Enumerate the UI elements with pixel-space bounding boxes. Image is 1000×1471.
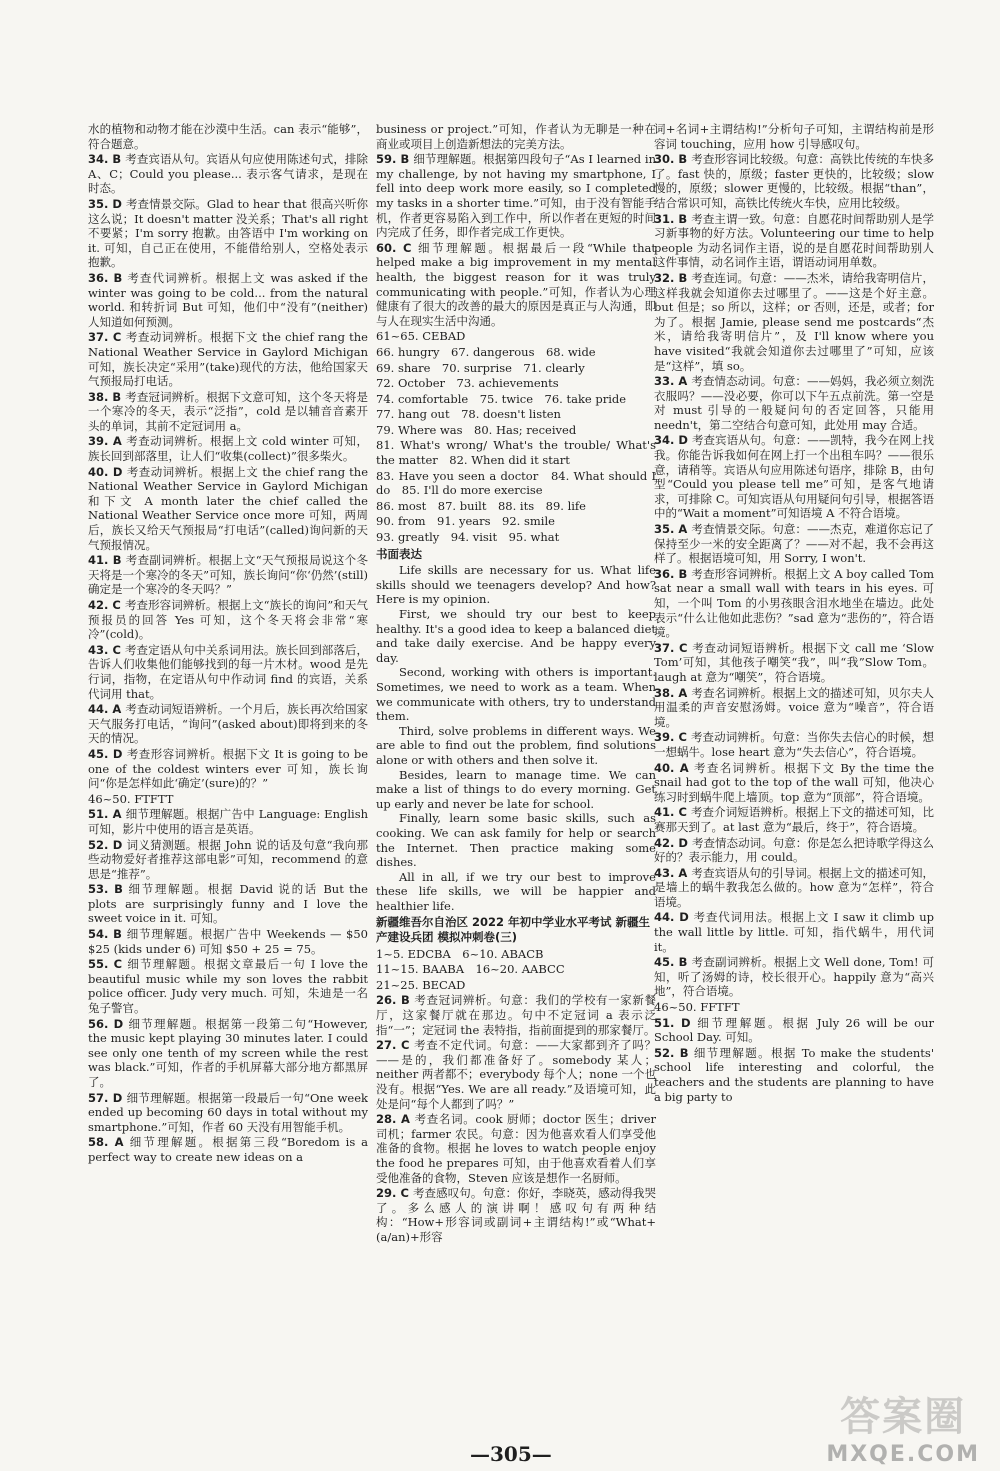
answer-entry [654,1000,934,1015]
answer-label: 60. C [376,240,412,255]
answer-entry [654,836,934,865]
writing-paragraph: Besides, learn to manage time. We can make a list of things to do every morning. Get up early and never be late for school. [376,767,656,811]
answer-label: 40. D [88,464,123,479]
answer-text: 词+名词+主谓结构!”分析句子可知，主谓结构前是形容词 touching，应用 how 引导感叹句。 [654,122,934,151]
watermark-site: MXQE.COM [826,1442,980,1467]
answer-text: business or project.”可知，作者认为无聊是一种在商业或项目上创造新想法的完美方法。 [376,122,656,151]
answer-label: 54. B [88,927,122,942]
answer-text: 考查形容词辨析。根据下文 It is going to be one of the coldest winters ever 可知，族长询问“你是怎样如此‘确定’(sure)的？” [88,746,368,791]
answer-label: 57. D [88,1090,123,1105]
answer-entry [88,330,368,388]
answer-entry [88,465,368,553]
writing-paragraph: All in all, if we try our best to improve these life skills, we will be happier and healthier life. [376,869,656,913]
answer-text: 考查主谓一致。句意：自愿花时间帮助别人是学习新事物的好方法。Volunteering our time to help people 为动名词作主语，说的是自愿花时间帮助别人这件事情，动名词作主语，谓语动词用单数。 [654,211,934,270]
answer-label: 28. A [376,1112,410,1127]
answer-entry [88,792,368,807]
answer-text: 水的植物和动物才能在沙漠中生活。can 表示“能够”，符合题意。 [88,122,368,151]
answer-label: 42. D [654,835,688,850]
answer-entry [376,423,656,438]
answer-label: 37. C [88,330,122,345]
answer-label: 32. B [654,270,688,285]
answer-entry [88,197,368,270]
answer-text: 细节理解题。根据第四段句子“As I learned in my challenge, by not having my smartphone, I fell into deep work more easily, so I completed my tasks in a shorter time.”可知，由于没有智能手机，作者更容易陷入到工作中，所以作者在更短的时间内完成了任务，即作者完成工作更快。 [376,152,656,240]
answer-text: 考查情态动词。句意：你是怎么把诗歌学得这么好的？表示能力，用 could。 [654,835,934,865]
answer-entry [654,122,934,151]
answer-label: 35. A [654,522,688,537]
answer-entry [376,1112,656,1185]
answer-text: 61~65. CEBAD [376,329,466,344]
writing-paragraph: Finally, learn some basic skills, such as cooking. We can ask family for help or search the Internet. Then practice making some dishes. [376,811,656,870]
answer-label: 36. B [88,270,123,285]
answer-text: 考查动词短语辨析。一个月后，族长再次给国家天气服务打电话，“询问”(asked about)即将到来的冬天的情况。 [88,702,368,746]
answer-label: 34. D [654,433,688,448]
answer-text: 细节理解题。根据 To make the students' school life interesting and colorful, the teachers and the students are planning to have a big party to [654,1045,934,1104]
right-column [654,122,934,1361]
answer-label: 41. C [654,805,687,820]
answer-text: 考查形容词比较级。句意：高铁比传统的车快多了。fast 快的，原级；faster 更快的，比较级；slow 慢的，原级；slower 更慢的，比较级。根据“than”，结合常识可知，高铁比传统火车快，应用比较级。 [654,152,934,210]
answer-label: 26. B [376,993,410,1008]
answer-text: 86. most 87. built 88. its 89. life [376,498,586,513]
answer-text: 考查副词辨析。根据上文“天气预报局说这个冬天将是一个寒冷的冬天”可知，族长询问“你‘仍然’(still)确定是一个寒冷的冬天吗？” [88,553,368,597]
answer-text: 细节理解题。根据第一段最后一句“One week ended up becoming 60 days in total without my smartphone.”可知，作者 60 天没有用智能手机。 [88,1090,368,1134]
answer-text: 考查动词短语辨析。根据下文 call me ‘Slow Tom’可知，其他孩子嘲笑“我”，叫“我”Slow Tom。laugh at 意为“嘲笑”，符合语境。 [654,640,934,684]
answer-entry [654,212,934,270]
answer-label: 39. C [654,730,687,745]
writing-sample [376,563,656,913]
answer-label: 41. B [88,553,122,568]
answer-label: 59. B [376,152,410,167]
answer-text: 考查动词辨析。根据上文 cold winter 可知，族长回到部落里，让人们“收集(collect)”很多柴火。 [88,434,368,464]
answer-entry [88,927,368,956]
answer-label: 58. A [88,1135,124,1150]
answer-entry [376,329,656,344]
answer-text: 考查名词辨析。根据下文 By the time the snail had got to the top of the wall 可知，他决心练习时到蜗牛爬上墙顶。top 意为“顶部”，符合语境。 [654,760,934,804]
answer-entry [88,1017,368,1090]
answer-text: 考查副词辨析。根据上文 Well done, Tom! 可知，听了汤姆的诗，校长很开心。happily 意为“高兴地”，符合语境。 [654,955,934,999]
answer-entry [654,1046,934,1104]
answer-label: 51. D [654,1015,691,1030]
answer-text: 考查宾语从句。句意：——凯特，我今在网上找我。你能告诉我如何在网上打一个出租车吗？——很乐意，请稍等。宾语从句应用陈述句语序，排除 B，由句型“Could you please tell me”可知，是客气地请求，可排除 C。可知宾语从句用疑问句引导，根据答语中的“Wait a moment”可知语境 A 不符合语境。 [654,433,934,521]
answer-text: 77. hang out 78. doesn't listen [376,407,561,422]
answer-text: 细节理解题。根据广告中 Weekends — $50 $25 (kids under 6) 可知 $50 + 25 = 75。 [88,927,368,956]
answer-text: 考查动词辨析。根据上文 the chief rang the National Weather Service in Gaylord Michigan 和下文 A month later the chief called the National Weather Service once more 可知，两周后，族长又给天气预报局“打电话”(called)询问新的天气预报情况。 [88,464,368,552]
answer-text: 考查代词辨析。根据上文 was asked if the winter was going to be cold... from the natural world. 和转折词 But 可知，他们中“没有”(neither)人知道如何预测。 [88,270,368,329]
answer-label: 37. C [654,640,688,655]
answer-entry [88,390,368,434]
answer-entry [654,805,934,834]
answer-entry [654,910,934,954]
answer-text: 考查情景交际。句意：——杰克，难道你忘记了保持至少一米的安全距离了？——对不起，我不会再这样了。根据语境可知，用 Sorry, I won't. [654,522,934,566]
middle-answer-list [376,122,656,545]
answer-entry [376,241,656,329]
exam-answer-key [376,947,656,993]
answer-label: 56. D [88,1016,124,1031]
answer-text: 考查感叹句。句意：你好，李晓英，感动得我哭了。多么感人的演讲啊！感叹句有两种结构：“How+形容词或副词+主谓结构!”或“What+(a/an)+形容 [376,1186,656,1244]
answer-text: 考查定语从句中关系词用法。族长回到部落后，告诉人们收集他们能够找到的每一片木材。wood 是先行词，指物，在定语从句中作动词 find 的宾语，关系代词用 that。 [88,642,368,701]
answer-text: 细节理解题。根据第三段“Boredom is a perfect way to create new ideas on a [88,1135,368,1164]
answer-entry [376,392,656,407]
answer-entry [376,407,656,422]
answer-text: 考查名词。cook 厨师；doctor 医生；driver 司机；farmer 农民。句意：因为他喜欢看人们享受他准备的食物。根据 he loves to watch people enjoy the food he prepares 可知，由于他喜欢看着人们享受他准备的食物，Steven 应该是想作一名厨师。 [376,1112,656,1185]
writing-paragraph: First, we should try our best to keep healthy. It's a good idea to keep a balanced diet and take daily exercise. And be happy every day. [376,607,656,665]
exam-answer-row: 1~5. EDCBA 6~10. ABACB [376,946,544,961]
answer-label: 44. D [654,910,689,925]
answer-entry [654,271,934,373]
answer-entry [88,957,368,1015]
writing-paragraph: Life skills are necessary for us. What life skills should we teenagers develop? And how? Here is my opinion. [376,563,656,607]
answer-entry [88,838,368,882]
answer-entry [376,1186,656,1244]
answer-text: 考查情景交际。Glad to hear that 很高兴听你这么说；It doesn't matter 没关系；That's all right 不要紧；I'm sorry 抱歉。由答语中 I'm working on it. 可知，自己正在使用，不能借给别人，空格处表示抱歉。 [88,196,368,270]
watermark-badge: 答案圈 [840,1394,967,1440]
answer-label: 35. D [88,196,122,211]
answer-label: 30. B [654,152,688,167]
answer-text: 细节理解题。根据第一段第二句“However, the music kept playing 30 minutes later. I could see only one tenth of my screen while the rest was black.”可知，作者的手机屏幕大部分地方都黑屏了。 [88,1016,368,1089]
answer-text: 考查情态动词。句意：——妈妈，我必须立刻洗衣服吗？——没必要，你可以下午五点前洗。第一空是对 must 引导的一般疑问句的否定回答，只能用 needn't，第二空结合句意可知，此处用 may 合适。 [654,374,934,432]
answer-entry [88,271,368,329]
answer-text: 93. greatly 94. visit 95. what [376,530,560,545]
answer-text: 90. from 91. years 92. smile [376,514,555,529]
answer-text: 74. comfortable 75. twice 76. take pride [376,391,627,406]
answer-text: 细节理解题。根据文章最后一句 I love the beautiful music while my son loves the rabbit police officer. Judy very much. 可知，朱迪是一名兔子警官。 [88,957,368,1016]
answer-text: 81. What's wrong/ What's the trouble/ What's the matter 82. When did it start [376,438,656,468]
answer-text: 考查名词辨析。根据上文的描述可知，贝尔夫人用温柔的声音安慰汤姆。voice 意为“噪音”，符合语境。 [654,685,934,729]
answer-text: 考查动词辨析。句意：当你失去信心的时候，想一想蜗牛。lose heart 意为“失去信心”，符合语境。 [654,730,934,759]
answer-entry [88,702,368,746]
answer-entry [654,433,934,521]
answer-entry [654,522,934,566]
answer-label: 43. A [654,865,688,880]
writing-paragraph: Third, solve problems in different ways. We are able to find out the problem, find solutions alone or with others and then solve it. [376,723,656,767]
answer-label: 45. B [654,955,688,970]
answer-text: 83. Have you seen a doctor 84. What should I do 85. I'll do more exercise [376,468,656,498]
answer-text: 72. October 73. achievements [376,376,559,391]
answer-entry [376,345,656,360]
answer-label: 52. B [654,1045,689,1060]
answer-entry [376,376,656,391]
middle-column [376,122,656,1361]
answer-label: 31. B [654,211,688,226]
answer-text: 考查介词短语辨析。根据上下文的描述可知，比赛那天到了。at last 意为“最后，终于”，符合语境。 [654,805,934,834]
answer-entry [376,499,656,514]
answer-entry [376,530,656,545]
answer-entry [654,761,934,805]
answer-text: 考查宾语从句的引导词。根据上文的描述可知，是墙上的蜗牛教我怎么做的。how 意为“怎样”，符合语境。 [654,865,934,909]
answer-entry [654,567,934,640]
answer-text: 词义猜测题。根据 John 说的话及句意“我向那些动物爱好者推荐这部电影”可知，recommend 的意思是“推荐”。 [88,837,368,881]
answer-text: 考查形容词辨析。根据上文“族长的询问”和天气预报员的回答 Yes 可知，这个冬天将会非常“寒冷”(cold)。 [88,598,368,642]
answer-entry [376,993,656,1037]
answer-label: 42. C [88,598,121,612]
answer-text: 考查形容词辨析。根据上文 A boy called Tom sat near a small wall with tears in his eyes. 可知，一个叫 Tom 的小男孩眼含泪水地坐在墙边。此处表示“什么让他如此悲伤？”sad 意为“悲伤的”，符合语境。 [654,566,934,640]
answer-label: 38. A [654,685,688,700]
answer-entry [376,469,656,498]
answer-text: 考查连词。句意：——杰米，请给我寄明信片，这样我就会知道你去过哪里了。——这是个好主意。but 但是；so 所以，这样；or 否则，还是，或者；for 为了。根据 Jamie, please send me postcards“杰米，请给我寄明信片”，及 I'll know where you have visited“我就会知道你去过哪里了”可知，应该是“这样”，填 so。 [654,270,934,373]
answer-label: 53. B [88,882,123,897]
answer-entry [654,1016,934,1045]
left-column [88,122,368,1361]
answer-entry [376,1038,656,1111]
watermark [826,1385,980,1467]
answer-entry [376,514,656,529]
writing-paragraph: Second, working with others is important. Sometimes, we need to work as a team. When we communicate with others, try to understand them. [376,665,656,724]
answer-text: 46~50. FFTFT [654,1000,740,1015]
answer-label: 27. C [376,1038,410,1053]
answer-entry [88,807,368,836]
answer-entry [376,122,656,151]
answer-entry [88,434,368,463]
answer-entry [654,730,934,759]
answer-text: 考查冠词辨析。根据下文意可知，这个冬天将是一个寒冷的冬天，表示“泛指”，cold 是以辅音音素开头的单词，其前不定冠词用 a。 [88,389,368,433]
answer-label: 39. A [88,434,122,449]
answer-entry [88,1091,368,1135]
answer-label: 29. C [376,1186,409,1201]
exam-answer-row: 21~25. BECAD [376,977,466,992]
answer-label: 55. C [88,957,123,972]
answer-entry [376,438,656,467]
answer-text: 考查冠词辨析。句意：我们的学校有一家新餐厅，这家餐厅就在那边。句中不定冠词 a 表示泛指“一”；定冠词 the 表特指，指前面提到的那家餐厅。 [376,993,656,1037]
answer-text: 66. hungry 67. dangerous 68. wide [376,344,596,359]
answer-entry [654,955,934,999]
answer-label: 44. A [88,702,122,717]
answer-entry [88,553,368,597]
answer-text: 考查动词辨析。根据下文 the chief rang the National Weather Service in Gaylord Michigan 可知，族长决定“采用”(take)现代的方法，他给国家天气预报局打电话。 [88,330,368,389]
answer-entry [88,882,368,926]
middle-answer-list-2 [376,993,656,1244]
page-number: —305— [470,1442,552,1466]
answer-label: 34. B [88,152,122,167]
answer-entry [654,686,934,730]
answer-label: 40. A [654,760,689,775]
answer-label: 43. C [88,642,121,657]
answer-entry [654,641,934,685]
answer-label: 52. D [88,837,123,852]
answer-entry [88,747,368,791]
page-number-value: 305 [490,1442,532,1466]
answer-label: 33. A [654,374,688,389]
answer-entry [376,361,656,376]
answer-label: 38. B [88,389,122,404]
answer-text: 79. Where was 80. Has; received [376,422,577,437]
answer-text: 细节理解题。根据 David 说的话 But the plots are surprisingly funny and I love the sweet voice in it. 可知。 [88,882,368,926]
answer-text: 69. share 70. surprise 71. clearly [376,360,585,375]
answer-entry [88,1135,368,1164]
answer-text: 细节理解题。根据最后一段“While that helped make a big improvement in my mental health, the biggest reason for it was truly communicating with people.”可知，作者认为心理健康有了很大的改善的最大的原因是真正与人沟通，即与人在现实生活中沟通。 [376,240,656,328]
answer-entry [376,152,656,240]
answer-entry [88,598,368,642]
answer-entry [88,643,368,701]
answer-text: 46~50. FTFTT [88,791,174,806]
exam-answer-row: 11~15. BAABA 16~20. AABCC [376,962,565,977]
answer-label: 45. D [88,746,123,761]
answer-text: 考查宾语从句。宾语从句应使用陈述句式，排除 A、C；Could you please... 表示客气请求，是现在时态。 [88,152,368,196]
answer-label: 51. A [88,807,122,822]
answer-entry [88,152,368,196]
writing-heading: 书面表达 [376,546,422,561]
answer-text: 考查不定代词。句意：——大家都到齐了吗？——是的，我们都准备好了。somebody 某人；neither 两者都不；everybody 每个人；none 一个也没有。根据“Yes. We are all ready.”及语境可知，此处是问“每个人都到了吗？” [376,1038,656,1111]
exam-title: 新疆维吾尔自治区 2022 年初中学业水平考试 新疆生产建设兵团 模拟冲刺卷(三) [376,915,651,945]
answer-entry [654,374,934,432]
answer-text: 细节理解题。根据 July 26 will be our School Day. 可知。 [654,1015,934,1045]
answer-entry [654,152,934,210]
answer-text: 细节理解题。根据广告中 Language: English 可知，影片中使用的语言是英语。 [88,807,368,836]
answer-label: 36. B [654,566,688,581]
answer-text: 考查代词用法。根据上文 I saw it climb up the wall little by little. 可知，指代蜗牛，用代词 it。 [654,910,934,954]
answer-entry [88,122,368,151]
answer-entry [654,866,934,910]
